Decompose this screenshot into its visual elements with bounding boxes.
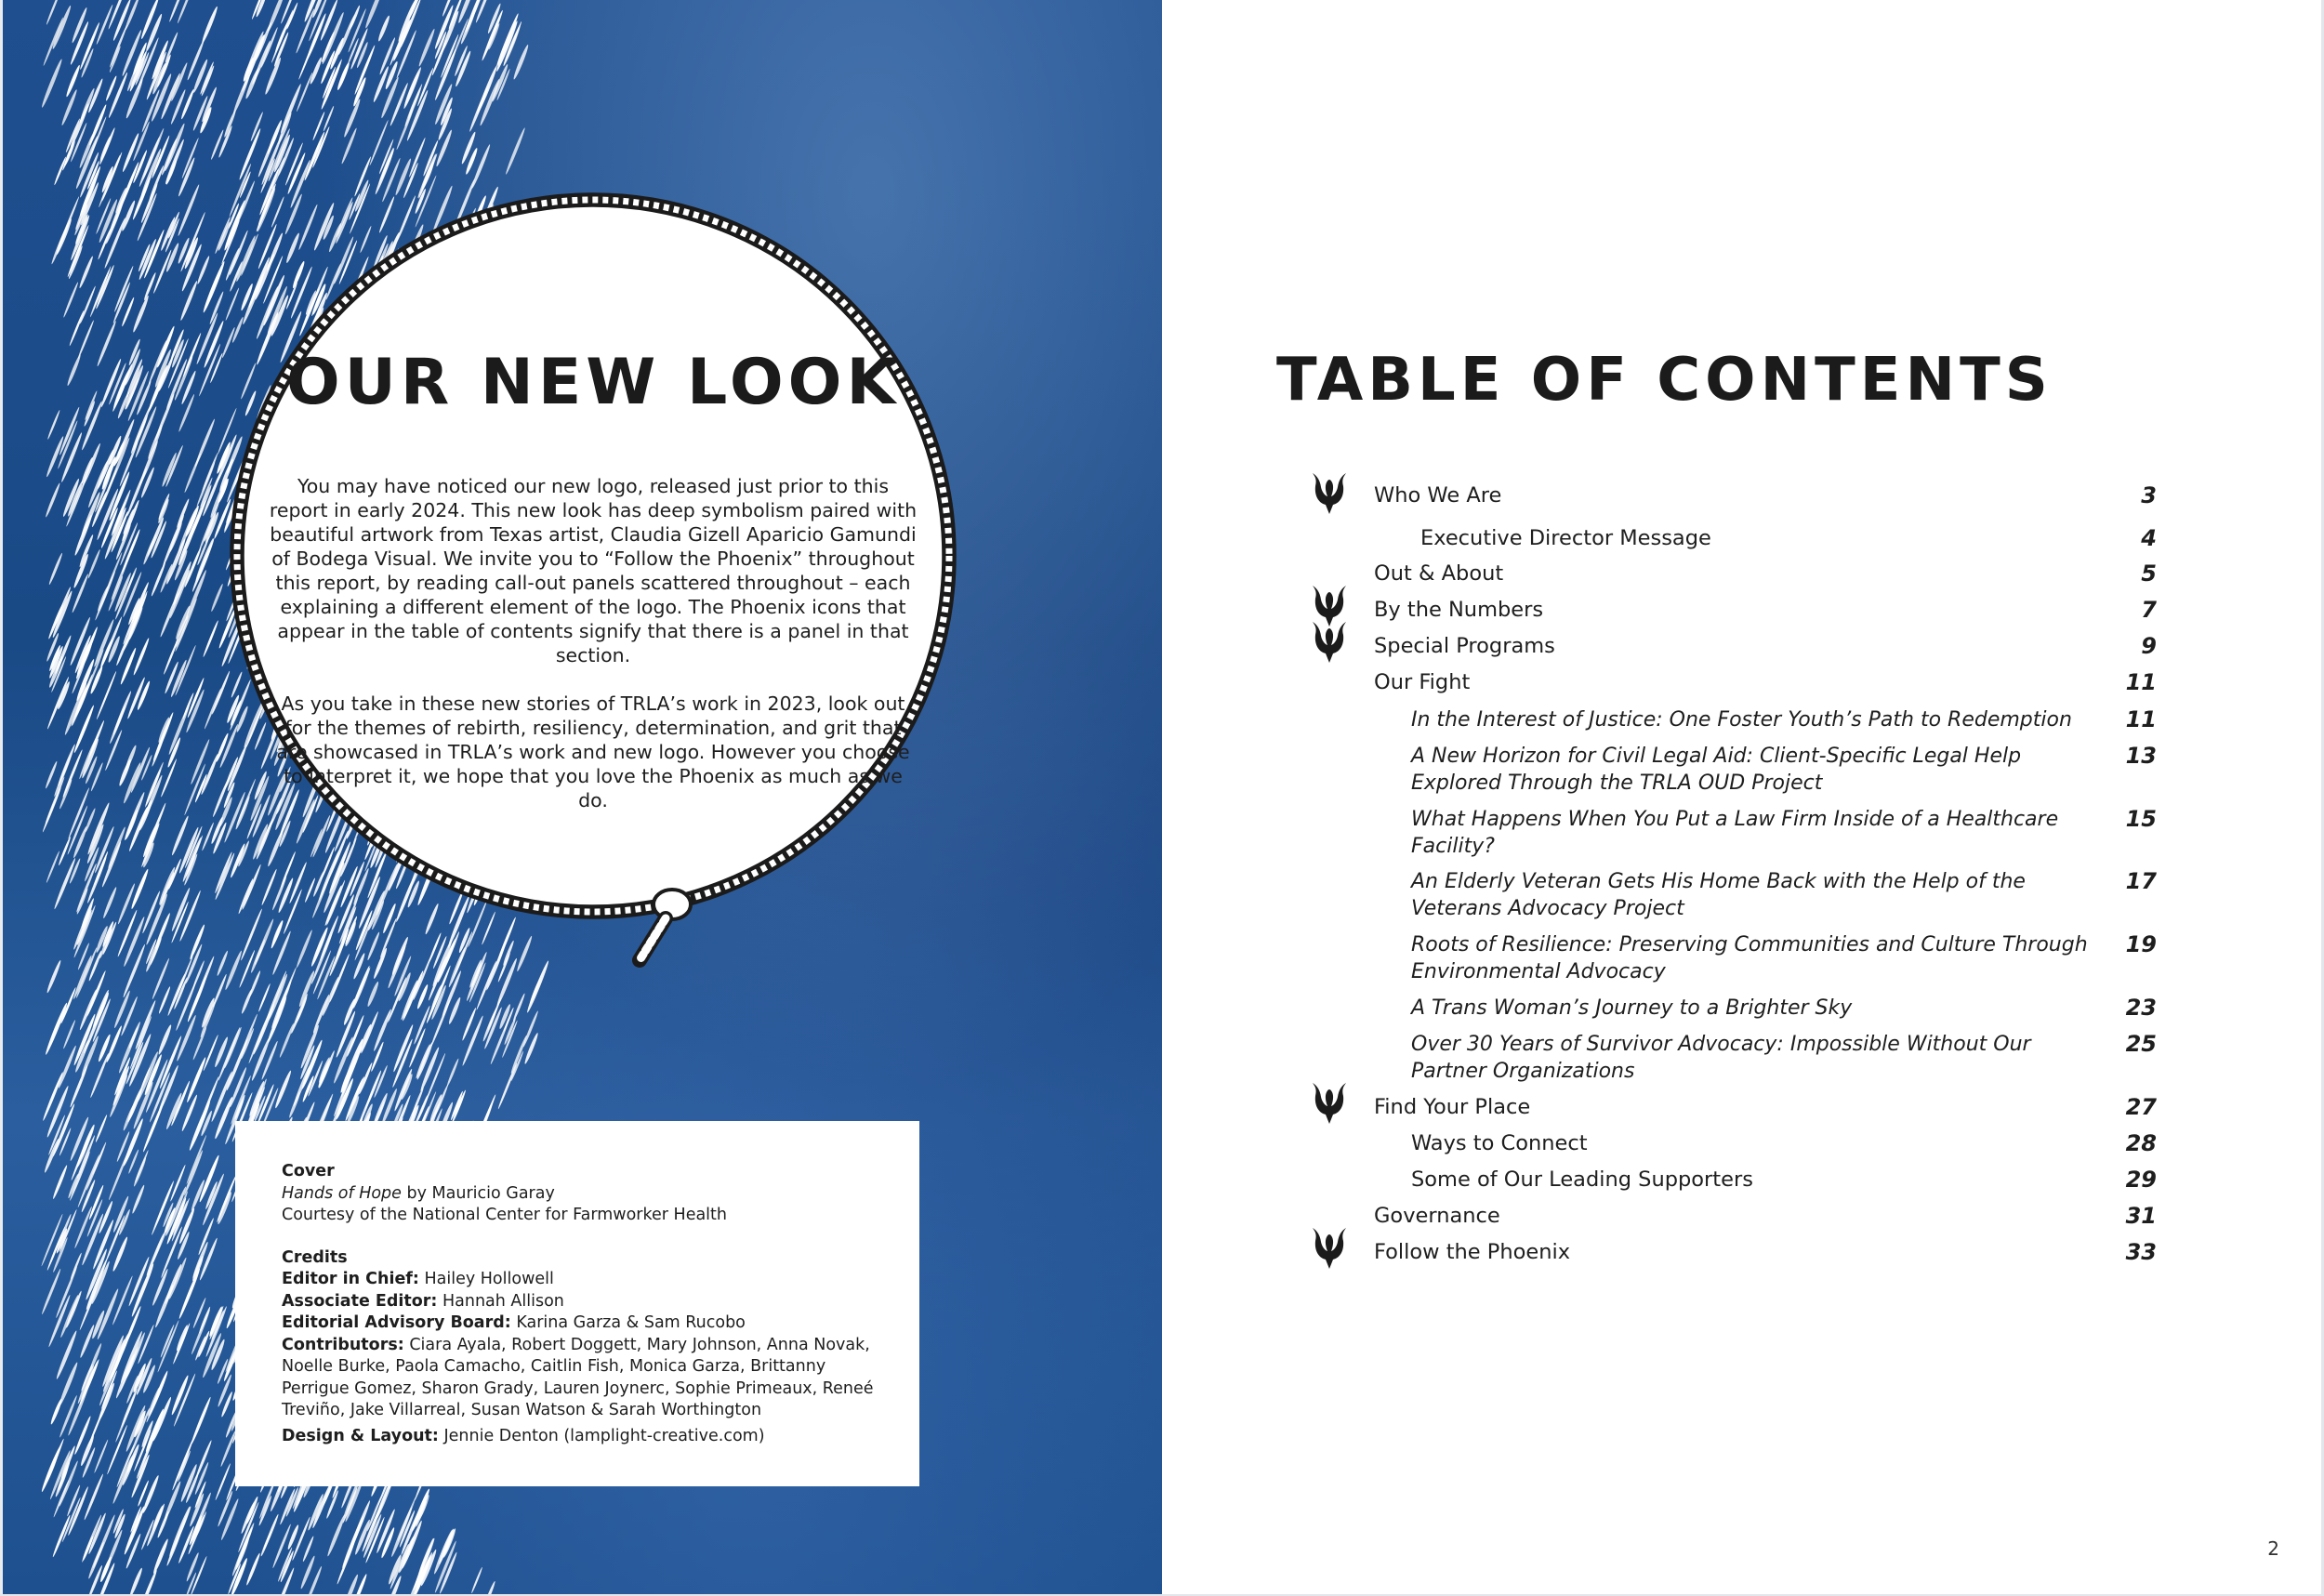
toc-entry-label: Who We Are [1374, 483, 1502, 508]
toc-entry[interactable] [1162, 1031, 2157, 1087]
cover-heading: Cover [282, 1162, 335, 1181]
credit-names: Hannah Allison [437, 1291, 564, 1311]
cover-artwork-line [282, 1183, 895, 1206]
toc-entry-label: Executive Director Message [1420, 526, 1711, 550]
credits-content [282, 1161, 895, 1447]
credit-entry [282, 1426, 895, 1448]
toc-entry-page: 13 [2125, 743, 2157, 769]
toc-entry-label [1411, 1031, 2031, 1085]
toc-entry-label: Some of Our Leading Supporters [1411, 1167, 1753, 1192]
toc-entry-label: A Trans Woman’s Journey to a Brighter Sky [1411, 996, 1853, 1020]
toc-entry-page: 11 [2125, 669, 2157, 695]
toc-entry-page: 19 [2125, 931, 2157, 957]
phoenix-icon [1313, 1228, 1346, 1269]
credit-entry [282, 1269, 895, 1291]
toc-entry-page: 17 [2125, 868, 2157, 894]
cover-artist: by Mauricio Garay [401, 1183, 555, 1203]
toc-entry-label: By the Numbers [1374, 598, 1544, 622]
new-look-title: OUR NEW LOOK [285, 346, 901, 419]
credit-entry [282, 1312, 895, 1335]
toc-entry-page: 27 [2125, 1094, 2157, 1120]
toc-entry-page: 25 [2125, 1031, 2157, 1057]
credit-names: Hailey Hollowell [418, 1270, 554, 1288]
credit-role: Contributors: [282, 1335, 404, 1354]
toc-entry-page: 15 [2125, 806, 2157, 832]
credit-entry [282, 1335, 895, 1422]
credit-names: Ciara Ayala, Robert Doggett, Mary Johnson, Anna Novak, Noelle Burke, Paola Camacho, Caitlin Fish, Monica Garza, Brittanny Perrigue Gomez, Sharon Grady, Lauren Joynerc, Sophie Primeaux, Reneé Treviño, Jake Villarreal, Susan Watson & Sarah Worthington [282, 1335, 874, 1419]
toc-entry-page: 11 [2125, 706, 2157, 732]
toc-entry-label-line: Partner Organizations [1411, 1060, 1635, 1083]
credit-names: Jennie Denton (lamplight-creative.com) [438, 1426, 765, 1445]
toc-entry-label [1411, 806, 2058, 860]
toc-entry-label: Governance [1374, 1204, 1500, 1228]
right-page [1162, 0, 2324, 1596]
page-edge [0, 0, 3, 1596]
toc-entry-label-line: Explored Through the TRLA OUD Project [1411, 772, 1823, 795]
toc-entry-label [1411, 743, 2021, 797]
toc-entry-label: Follow the Phoenix [1374, 1240, 1571, 1264]
toc-entry-label: Find Your Place [1374, 1095, 1531, 1119]
credit-role: Editor in Chief: [282, 1270, 419, 1288]
toc-entry-page: 5 [2141, 561, 2157, 587]
toc-entry[interactable] [1162, 868, 2157, 924]
toc-entry-page: 23 [2125, 995, 2157, 1021]
toc-entry-label-line: Roots of Resilience: Preserving Communities and Culture Through [1411, 933, 2088, 956]
phoenix-icon [1313, 1083, 1346, 1124]
toc-entry[interactable] [1162, 806, 2157, 862]
toc-entry-label-line: Veterans Advocacy Project [1411, 897, 1684, 920]
credits-heading: Credits [282, 1247, 348, 1267]
toc-entry[interactable] [1162, 1239, 2157, 1295]
toc-entry-page: 3 [2141, 482, 2157, 508]
toc-entry-label-line: Environmental Advocacy [1411, 960, 1666, 983]
toc-entry-label: Special Programs [1374, 634, 1555, 658]
toc-entry-page: 29 [2125, 1167, 2157, 1193]
cover-artwork-title: Hands of Hope [282, 1183, 402, 1203]
toc-entry-label: Ways to Connect [1411, 1131, 1588, 1155]
credit-role: Editorial Advisory Board: [282, 1313, 511, 1332]
toc-entry-label-line: Facility? [1411, 835, 1495, 858]
toc-entry-label [1411, 931, 2088, 985]
phoenix-icon [1313, 473, 1346, 514]
cover-courtesy: Courtesy of the National Center for Farmworker Health [282, 1206, 727, 1224]
toc-entry-label-line: A New Horizon for Civil Legal Aid: Client-Specific Legal Help [1411, 745, 2022, 768]
toc-entry-label: Out & About [1374, 561, 1504, 586]
toc-entry-page: 33 [2125, 1239, 2157, 1265]
toc-entry-label [1411, 868, 2026, 922]
toc-entry-page: 9 [2141, 633, 2157, 659]
toc-entry-page: 7 [2141, 597, 2157, 623]
credit-entry [282, 1291, 895, 1313]
toc-entry[interactable] [1162, 743, 2157, 798]
credit-role: Associate Editor: [282, 1291, 438, 1311]
toc-entry[interactable] [1162, 931, 2157, 987]
credits-box [235, 1121, 919, 1486]
phoenix-icon [1313, 586, 1346, 627]
toc-entry-page: 28 [2125, 1130, 2157, 1156]
page-number: 2 [2267, 1537, 2279, 1560]
phoenix-icon [1313, 622, 1346, 663]
new-look-body [268, 474, 918, 837]
toc-entry-label-line: What Happens When You Put a Law Firm Inside of a Healthcare [1411, 808, 2059, 831]
credit-names: Karina Garza & Sam Rucobo [510, 1313, 746, 1332]
toc-entry-page: 31 [2125, 1203, 2157, 1229]
toc-entry-page: 4 [2141, 525, 2157, 551]
toc-entry-label-line: Over 30 Years of Survivor Advocacy: Impossible Without Our [1411, 1033, 2031, 1056]
toc-title: TABLE OF CONTENTS [1276, 346, 2053, 415]
credit-role: Design & Layout: [282, 1426, 439, 1445]
new-look-paragraph: As you take in these new stories of TRLA’s work in 2023, look out for the themes of rebirth, resiliency, determination, and grit that are showcased in TRLA’s work and new logo. However you choose to interpret it, we hope that you love the Phoenix as much as we do. [276, 692, 910, 811]
new-look-paragraph: You may have noticed our new logo, released just prior to this report in early 2024. This new look has deep symbolism paired with beautiful artwork from Texas artist, Claudia Gizell Aparicio Gamundi of Bodega Visual. We invite you to “Follow the Phoenix” throughout this report, by reading call-out panels scattered throughout – each explaining a different element of the logo. The Phoenix icons that appear in the table of contents signify that there is a panel in that section. [269, 475, 918, 666]
toc-entry-label: Our Fight [1374, 670, 1471, 694]
toc-entry-label-line: An Elderly Veteran Gets His Home Back with the Help of the [1411, 870, 2026, 893]
toc-entry-label: In the Interest of Justice: One Foster Youth’s Path to Redemption [1411, 708, 2072, 732]
